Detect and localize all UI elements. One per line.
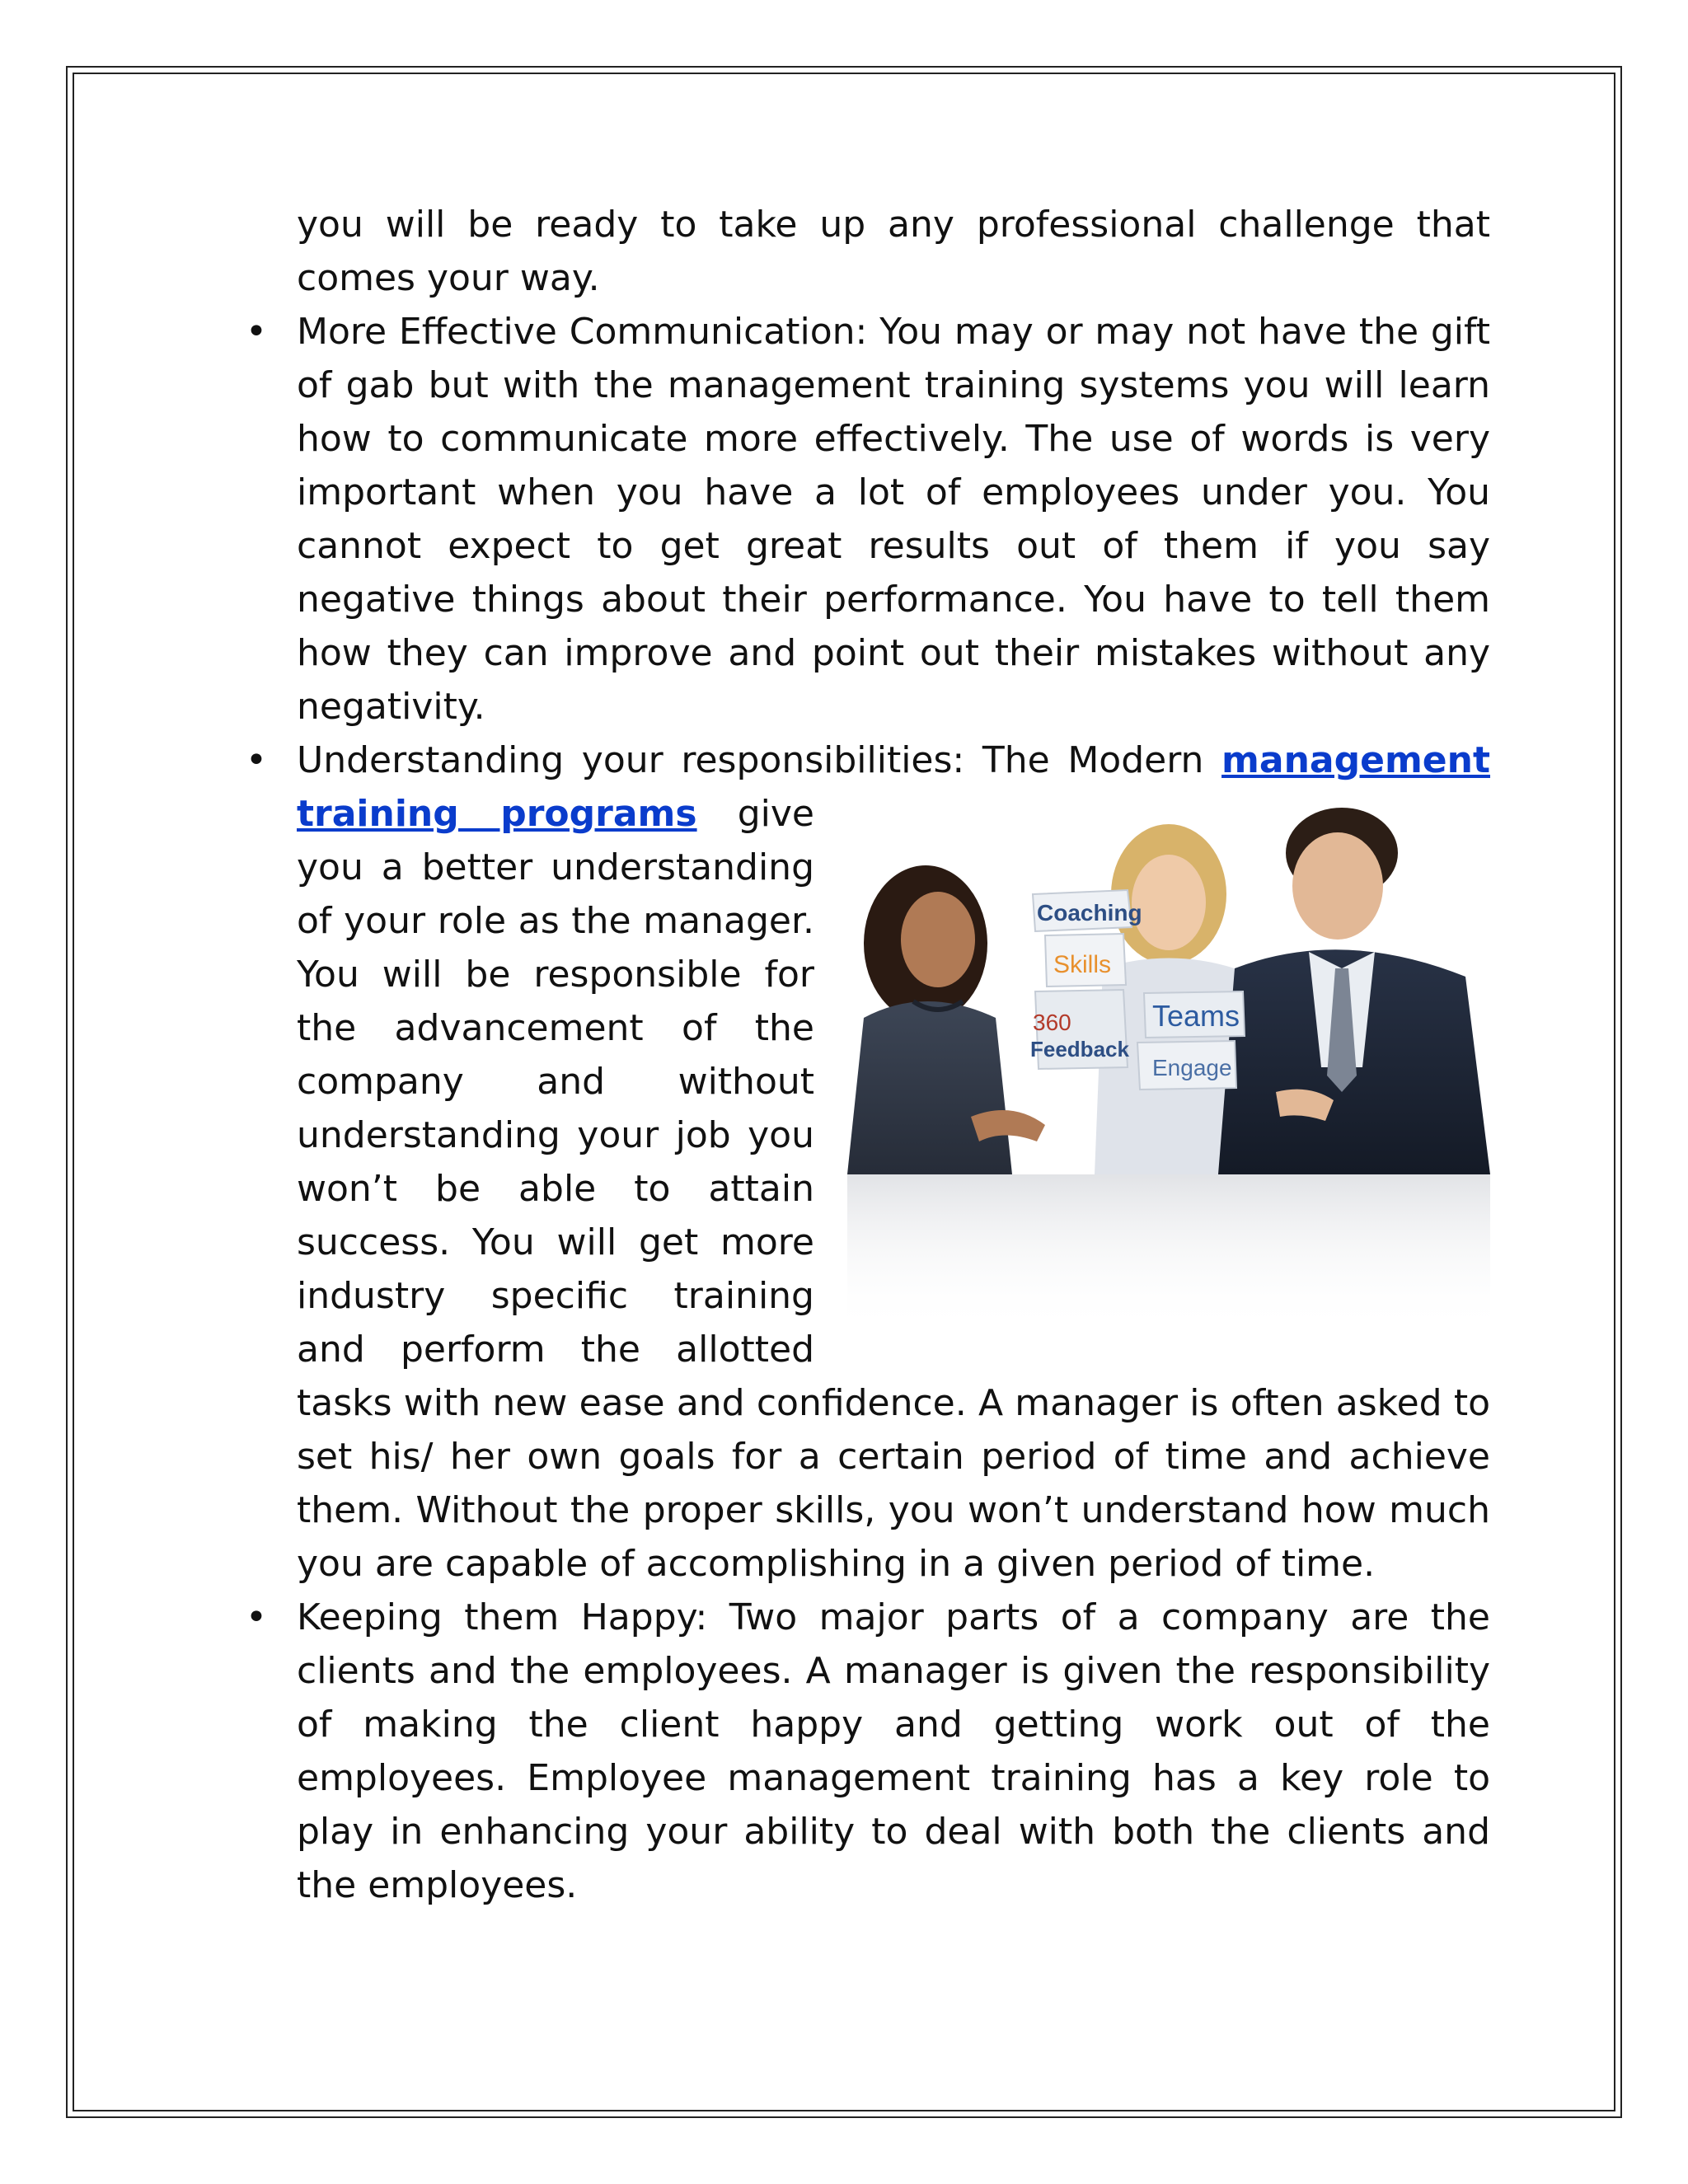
- puzzle-label-teams: Teams: [1152, 999, 1240, 1033]
- bullet-item-keeping-happy: [246, 1591, 1490, 1912]
- bullet-item-responsibilities: [246, 733, 1490, 1591]
- puzzle-label-coaching: Coaching: [1037, 900, 1142, 926]
- team-puzzle-image: [847, 804, 1490, 1331]
- management-training-programs-link[interactable]: management training programs: [297, 739, 1490, 835]
- document-body: [246, 198, 1490, 1912]
- bullet-text-keeping-happy: Keeping them Happy: Two major parts of a company are the clients and the employees. A manager is given the responsibility of making the client happy and getting work out of the employees. Employee management training has a key role to play in enhancing your ability to deal with both the clients and the employees.: [297, 1596, 1490, 1906]
- puzzle-label-engage: Engage: [1152, 1055, 1232, 1080]
- responsibilities-prefix: Understanding your responsibilities: The Modern: [297, 739, 1222, 781]
- bullet-text-responsibilities: [297, 733, 1490, 1591]
- responsibilities-suffix: give you a better understanding of your role as the manager. You will be responsible for the advancement of the company and without understanding your job you won’t be able to attain success. You will get more industry specific training and perform the allotted tasks with new ease and confidence. A manager is often asked to set his/ her own goals for a certain period of time and achieve them. Without the proper skills, you won’t understand how much you are capable of accomplishing in a given period of time.: [297, 793, 1490, 1585]
- bullet-dot: •: [246, 739, 267, 781]
- bullet-dot: •: [246, 1596, 267, 1638]
- intro-paragraph: you will be ready to take up any professional challenge that comes your way.: [297, 204, 1490, 299]
- bullet-text-communication: More Effective Communication: You may or may not have the gift of gab but with the management training systems you will learn how to communicate more effectively. The use of words is very important when you have a lot of employees under you. You cannot expect to get great results out of them if you say negative things about their performance. You have to tell them how they can improve and point out their mistakes without any negativity.: [297, 311, 1490, 728]
- puzzle-label-360: 360: [1033, 1010, 1071, 1035]
- bullet-item-communication: [246, 305, 1490, 733]
- puzzle-label-feedback: Feedback: [1030, 1037, 1129, 1062]
- bullet-dot: •: [246, 311, 267, 353]
- puzzle-label-skills: Skills: [1053, 951, 1112, 978]
